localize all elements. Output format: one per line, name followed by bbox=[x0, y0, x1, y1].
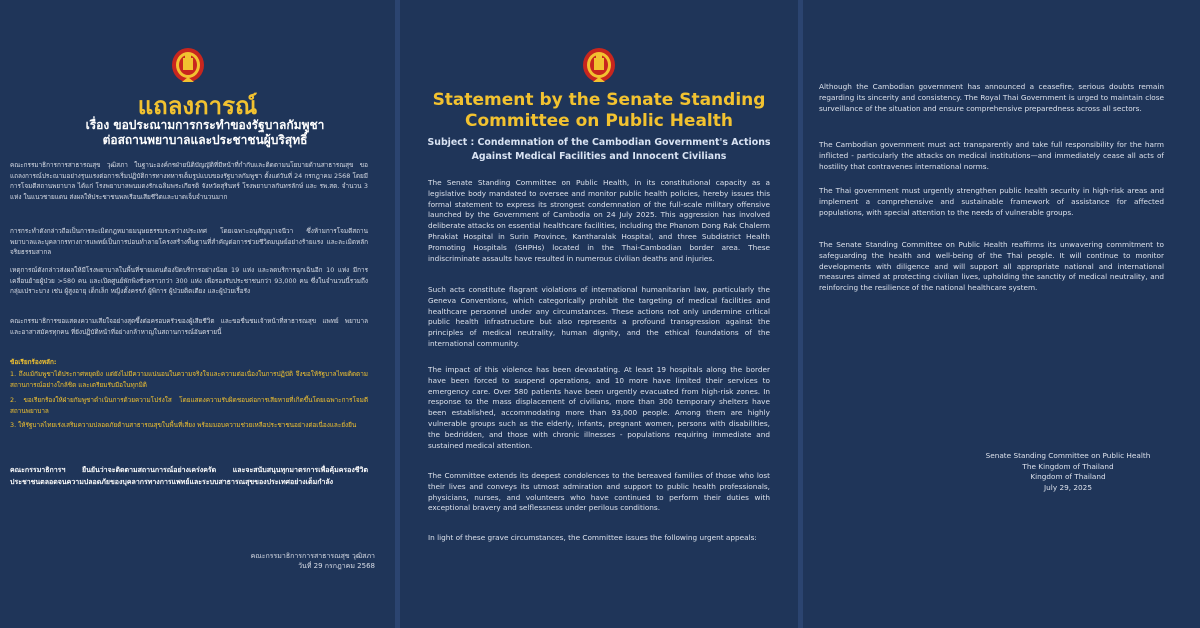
thai-paragraph-3: เหตุการณ์ดังกล่าวส่งผลให้มีโรงพยาบาลในพื้นที่ชายแดนต้องปิดบริการอย่างน้อย 19 แห่ง และลดบริการฉุกเฉินอีก 10 แห่ง มีการเคลื่อนย้ายผู้ป่วย >580 คน และเปิดศูนย์พักพิงชั่วคราวกว่า 300 แห่ง เพื่อรองรับประชาชนกว่า 93,000 คน ซึ่งในจำนวนนี้รวมถึงกลุ่มเปราะบาง เช่น ผู้สูงอายุ เด็กเล็ก หญิงตั้งครรภ์ ผู้พิการ ผู้ป่วยติดเตียง และผู้ป่วยเรื้อรัง bbox=[10, 266, 368, 295]
thai-paragraph-2: การกระทำดังกล่าวถือเป็นการละเมิดกฎหมายมนุษยธรรมระหว่างประเทศ โดยเฉพาะอนุสัญญาเจนีวา ซึ่งห้ามการโจมตีสถานพยาบาลและบุคลากรทางการแพทย์เป็นการบ่อนทำลายโครงสร้างพื้นฐานที่สำคัญต่อการช่วยชีวิตมนุษย์อย่างร้ายแรง และละเมิดหลักจริยธรรมสากล bbox=[10, 227, 368, 256]
parliament-emblem-icon bbox=[170, 44, 206, 84]
english-signature-line1: Senate Standing Committee on Public Health bbox=[985, 451, 1151, 460]
english-signature-date: July 29, 2025 bbox=[1044, 482, 1092, 492]
thai-statement-panel bbox=[0, 0, 395, 628]
english-title bbox=[400, 90, 798, 132]
english-title-line1: Statement by the Senate Standing bbox=[432, 90, 766, 110]
thai-subject-line1: เรื่อง ขอประณามการกระทำของรัฐบาลกัมพูชา bbox=[85, 118, 325, 132]
english-paragraph-3: The impact of this violence has been devastating. At least 19 hospitals along the border have been forced to suspend operations, and 10 more have limited their services to emergency care. Over 580 patients have been urgently evacuated from high-risk zones. In response to the mass displacement of civilians, more than 300 temporary shelters have been established, accommodating more than 93,000 people. Among them are highly vulnerable groups such as the elderly, infants, pregnant women, persons with disabilities, the bedridden, and those with chronic illnesses - populations requiring immediate and sustained medical attention. bbox=[428, 365, 770, 450]
thai-subject bbox=[40, 118, 370, 148]
english-subject bbox=[400, 136, 798, 163]
english-statement-panel bbox=[400, 0, 798, 628]
thai-paragraph-1: คณะกรรมาธิการการสาธารณสุข วุฒิสภา ในฐานะองค์กรฝ่ายนิติบัญญัติที่มีหน้าที่กำกับและติดตามนโยบายด้านสาธารณสุข ขอแถลงการณ์ประณามอย่างรุนแรงต่อการเริ่มปฏิบัติการทางทหารเต็มรูปแบบของรัฐบาลกัมพูชา ตั้งแต่วันที่ 24 กรกฎาคม 2568 โดยมีการโจมตีสถานพยาบาล ได้แก่ โรงพยาบาลพนมดงรักเฉลิมพระเกียรติ จังหวัดสุรินทร์ โรงพยาบาลกันทรลักษ์ และ รพ.สต. จำนวน 3 แห่ง ในแนวชายแดน ส่งผลให้ประชาชนพลเรือนเสียชีวิตและบาดเจ็บจำนวนมาก bbox=[10, 161, 368, 201]
thai-closing: คณะกรรมาธิการฯ ยืนยันว่าจะติดตามสถานการณ์อย่างเคร่งครัด และจะสนับสนุนทุกมาตรการเพื่อคุ้มครองชีวิตประชาชนตลอดจนความปลอดภัยของบุคลากรทางการแพทย์และระบบสาธารณสุขของประเทศอย่างเต็มกำลัง bbox=[10, 466, 368, 486]
english-closing: The Senate Standing Committee on Public Health reaffirms its unwavering commitment to safeguarding the health and well-being of the Thai people. It will continue to monitor developments with diligence and will support all appropriate national and international measures aimed at protecting civilian lives, upholding the sanctity of medical neutrality, and reinforcing the resilience of the national healthcare system. bbox=[819, 240, 1164, 293]
thai-demand-1: 1. ถึงแม้กัมพูชาได้ประกาศหยุดยิง แต่ยังไม่มีความแน่นอนในความจริงใจและความต่อเนื่องในการปฏิบัติ จึงขอให้รัฐบาลไทยติดตามสถานการณ์อย่างใกล้ชิด และเตรียมรับมือในทุกมิติ bbox=[10, 370, 368, 389]
english-signature-line2: The Kingdom of Thailand bbox=[1022, 461, 1114, 471]
english-paragraph-2: Such acts constitute flagrant violations of international humanitarian law, particularly the Geneva Conventions, which categorically prohibit the targeting of medical facilities and healthcare personnel under any circumstances. These actions not only undermine critical public health infrastructure but also represents a profound transgression against the principles of medical neutrality, human dignity, and the ethical foundations of the international community. bbox=[428, 285, 770, 348]
english-appeal-2: The Cambodian government must act transparently and take full responsibility for the harm inflicted - particularly the attacks on medical institutions—and immediately cease all acts of hostility that contravenes international norms. bbox=[819, 140, 1164, 171]
thai-subject-line2: ต่อสถานพยาบาลและประชาชนผู้บริสุทธิ์ bbox=[102, 133, 308, 147]
english-paragraph-1: The Senate Standing Committee on Public Health, in its constitutional capacity as a legislative body mandated to oversee and monitor public health policies, hereby issues this formal statement to express its strongest condemnation of the full-scale military offensive launched by the Government of Cambodia on 24 July 2025. This aggression has involved deliberate attacks on essential healthcare facilities, including the Phanom Dong Rak Chalerm Phrakiat Hospital in Surin Province, Kantharalak Hospital, and three Subdistrict Health Promoting Hospitals (SHPHs) located in the Thai-Cambodian border area. These indiscriminate assaults have resulted in numerous civilian deaths and injuries. bbox=[428, 178, 770, 263]
thai-paragraph-4: คณะกรรมาธิการขอแสดงความเสียใจอย่างสุดซึ้งต่อครอบครัวของผู้เสียชีวิต และขอชื่นชมเจ้าหน้าที่สาธารณสุข แพทย์ พยาบาล และอาสาสมัครทุกคน ที่ยังปฏิบัติหน้าที่อย่างกล้าหาญในสถานการณ์อันตรายนี้ bbox=[10, 317, 368, 336]
thai-signature-date: วันที่ 29 กรกฎาคม 2568 bbox=[298, 562, 375, 570]
english-appeal-3: The Thai government must urgently strengthen public health security in high-risk areas and implement a comprehensive and sustainable framework of assistance for affected populations, with special attention to the needs of vulnerable groups. bbox=[819, 186, 1164, 217]
thai-demand-3: 3. ให้รัฐบาลไทยเร่งเสริมความปลอดภัยด้านสาธารณสุขในพื้นที่เสี่ยง พร้อมมอบความช่วยเหลือประชาชนอย่างต่อเนื่องและยั่งยืน bbox=[10, 421, 357, 429]
thai-demands-title: ข้อเรียกร้องหลัก: bbox=[10, 358, 57, 366]
thai-title: แถลงการณ์ bbox=[137, 92, 258, 120]
english-signature-line3: Kingdom of Thailand bbox=[1030, 472, 1106, 481]
english-subject-line1: Subject : Condemnation of the Cambodian Government's Actions bbox=[427, 137, 771, 148]
thai-signature-name: คณะกรรมาธิการการสาธารณสุข วุฒิสภา bbox=[250, 552, 375, 560]
english-continuation-panel bbox=[803, 0, 1200, 628]
parliament-emblem-icon bbox=[581, 44, 617, 84]
thai-demand-2: 2. ขอเรียกร้องให้ฝ่ายกัมพูชาดำเนินการด้วยความโปร่งใส โดยแสดงความรับผิดชอบต่อการเสียหายที่เกิดขึ้นโดยเฉพาะการโจมตีสถานพยาบาล bbox=[10, 396, 368, 415]
english-title-line2: Committee on Public Health bbox=[464, 111, 733, 131]
english-paragraph-5: In light of these grave circumstances, the Committee issues the following urgent appeals: bbox=[428, 533, 757, 542]
english-subject-line2: Against Medical Facilities and Innocent Civilians bbox=[471, 150, 727, 162]
english-paragraph-4: The Committee extends its deepest condolences to the bereaved families of those who lost their lives and conveys its utmost admiration and support to public health professionals, physicians, nurses, and volunteers who have continued to perform their duties with exceptional bravery and selflessness under perilous conditions. bbox=[428, 471, 770, 513]
english-signature bbox=[973, 451, 1163, 493]
english-appeal-1: Although the Cambodian government has announced a ceasefire, serious doubts remain regarding its sincerity and consistency. The Royal Thai Government is urged to maintain close surveillance of the situation and ensure comprehensive preparedness across all sectors. bbox=[819, 82, 1164, 113]
